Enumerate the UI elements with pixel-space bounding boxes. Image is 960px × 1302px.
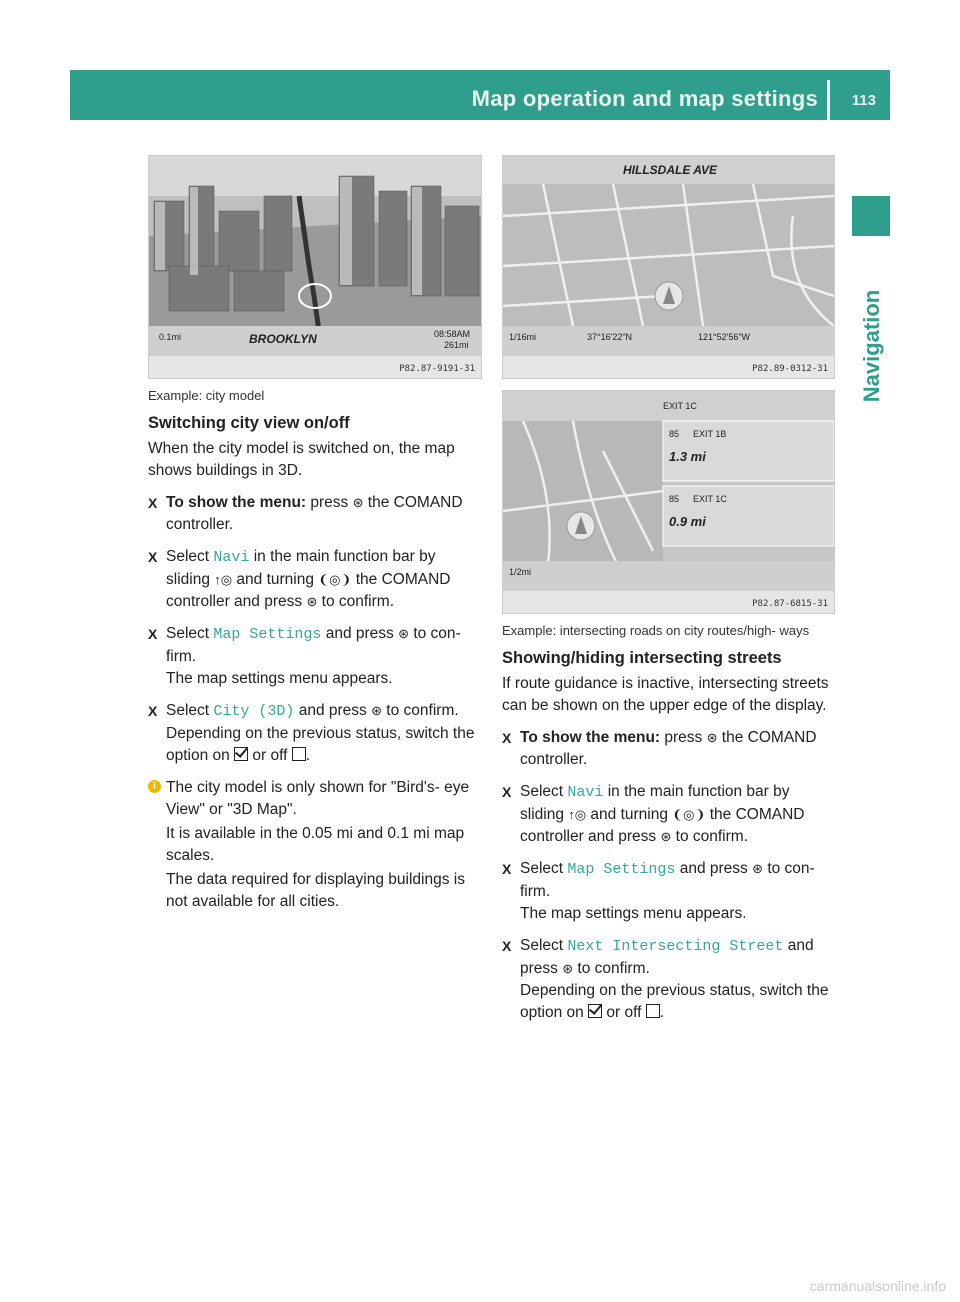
text: and press	[294, 702, 372, 719]
text: to con- firm.	[166, 625, 461, 665]
text: in the main function bar by sliding	[520, 783, 790, 823]
figure-code: P82.89-0312-31	[752, 364, 828, 374]
text: Select	[520, 937, 568, 954]
step-marker: X	[502, 730, 512, 746]
exit-distance: 1.3 mi	[669, 449, 706, 464]
text: to confirm.	[671, 828, 749, 845]
step-bold: To show the menu:	[166, 494, 307, 511]
text: Select	[166, 702, 214, 719]
turn-icon: ❨◎❩	[318, 572, 352, 587]
step-marker: X	[502, 861, 512, 877]
section-title: Map operation and map settings	[471, 86, 818, 111]
info-text: The data required for displaying buildings is not available for all cities.	[166, 871, 465, 910]
page-number: 113	[851, 92, 876, 109]
text: .	[659, 1004, 665, 1021]
exit-badge: 85	[669, 494, 680, 504]
figure-street-map	[502, 155, 835, 379]
header-divider	[827, 80, 830, 120]
text: to con- firm.	[520, 860, 815, 900]
exit-label: EXIT 1C	[693, 494, 727, 504]
menu-item-navi: Navi	[567, 784, 604, 801]
map-scale: 0.1mi	[159, 332, 182, 342]
step-marker: X	[148, 626, 158, 642]
text: the COMAND controller.	[520, 729, 817, 768]
text: to confirm.	[382, 702, 459, 719]
menu-item-next-intersecting-street: Next Intersecting Street	[567, 938, 784, 955]
section-heading: Showing/hiding intersecting streets	[502, 649, 782, 667]
step	[148, 492, 482, 536]
step	[502, 781, 836, 848]
map-scale: 1/2mi	[509, 567, 532, 577]
info-icon: i	[148, 780, 161, 793]
text: and turning	[232, 571, 319, 588]
press-icon: ⊛	[352, 495, 364, 510]
section-header	[70, 70, 890, 120]
info-note	[148, 777, 482, 913]
text: the COMAND controller and press	[520, 806, 805, 845]
checkbox-off-icon	[646, 1004, 660, 1018]
slide-icon: ↑◎	[214, 572, 233, 587]
text: Depending on the previous status, switch the option on	[166, 725, 475, 764]
chapter-tab-label: Navigation	[859, 289, 884, 403]
right-column	[502, 622, 836, 1024]
step-marker: X	[148, 703, 158, 719]
text: The map settings menu appears.	[520, 905, 747, 922]
text: and press	[675, 860, 753, 877]
slide-icon: ↑◎	[568, 807, 587, 822]
text: or off	[248, 747, 292, 764]
step	[148, 623, 482, 690]
exit-label: EXIT 1B	[693, 429, 727, 439]
text: in the main function bar by sliding	[166, 548, 436, 588]
turn-icon: ❨◎❩	[672, 807, 706, 822]
checkbox-on-icon	[588, 1004, 602, 1018]
text: .	[305, 747, 311, 764]
step-marker: X	[148, 549, 158, 565]
menu-item-city-3d: City (3D)	[213, 703, 295, 720]
intro-text: When the city model is switched on, the map shows buildings in 3D.	[148, 440, 455, 479]
text: the COMAND controller and press	[166, 571, 451, 610]
press-icon: ⊛	[306, 594, 318, 609]
figure-caption: Example: city model	[148, 388, 265, 403]
text: and press	[321, 625, 399, 642]
menu-item-navi: Navi	[213, 549, 250, 566]
press-icon: ⊛	[660, 829, 672, 844]
text: Depending on the previous status, switch the option on	[520, 982, 829, 1021]
street-name: HILLSDALE AVE	[623, 163, 718, 177]
info-text: The city model is only shown for "Bird's- eye View" or "3D Map".	[166, 779, 470, 818]
exit-badge: 85	[669, 429, 680, 439]
press-icon: ⊛	[706, 730, 718, 745]
left-column	[148, 387, 482, 913]
chapter-tab	[852, 196, 890, 536]
text: Select	[520, 783, 568, 800]
text: Select	[166, 548, 214, 565]
text: press	[660, 729, 707, 746]
text: to confirm.	[317, 593, 395, 610]
checkbox-off-icon	[292, 747, 306, 761]
clock: 08:58AM	[434, 329, 471, 339]
text: Select	[166, 625, 214, 642]
step	[502, 727, 836, 771]
step	[148, 700, 482, 767]
step-bold: To show the menu:	[520, 729, 661, 746]
menu-item-map-settings: Map Settings	[213, 626, 322, 643]
press-icon: ⊛	[371, 703, 382, 718]
location-name: BROOKLYN	[249, 332, 317, 346]
press-icon: ⊛	[752, 861, 764, 876]
menu-item-map-settings: Map Settings	[567, 861, 676, 878]
top-exit-label: EXIT 1C	[663, 401, 697, 411]
text: and press	[520, 937, 814, 977]
text: press	[306, 494, 353, 511]
text: the COMAND controller.	[166, 494, 463, 533]
latitude: 37°16'22"N	[587, 332, 633, 342]
longitude: 121°52'56"W	[698, 332, 751, 342]
step-marker: X	[148, 495, 158, 511]
remaining-distance: 261mi	[444, 340, 469, 350]
section-heading: Switching city view on/off	[148, 414, 350, 432]
text: and turning	[586, 806, 673, 823]
text: The map settings menu appears.	[166, 670, 393, 687]
checkbox-on-icon	[234, 747, 248, 761]
intro-text: If route guidance is inactive, intersecting streets can be shown on the upper edge of the display.	[502, 675, 829, 714]
figure-code: P82.87-6815-31	[752, 599, 828, 609]
figure-caption: Example: intersecting roads on city routes/high- ways	[502, 623, 810, 638]
figure-intersections	[502, 390, 835, 614]
text: Select	[520, 860, 568, 877]
text: to confirm.	[573, 960, 650, 977]
chapter-tab-marker	[852, 196, 890, 236]
exit-distance: 0.9 mi	[669, 514, 706, 529]
map-scale: 1/16mi	[509, 332, 537, 342]
step	[148, 546, 482, 613]
step-marker: X	[502, 938, 512, 954]
watermark: carmanualsonline.info	[809, 1278, 946, 1294]
press-icon: ⊛	[398, 626, 410, 641]
step-marker: X	[502, 784, 512, 800]
info-text: It is available in the 0.05 mi and 0.1 mi map scales.	[166, 825, 465, 864]
figure-city-model	[148, 155, 482, 379]
step	[502, 858, 836, 925]
press-icon: ⊛	[562, 961, 574, 976]
text: or off	[602, 1004, 646, 1021]
figure-code: P82.87-9191-31	[399, 364, 475, 374]
step	[502, 935, 836, 1024]
